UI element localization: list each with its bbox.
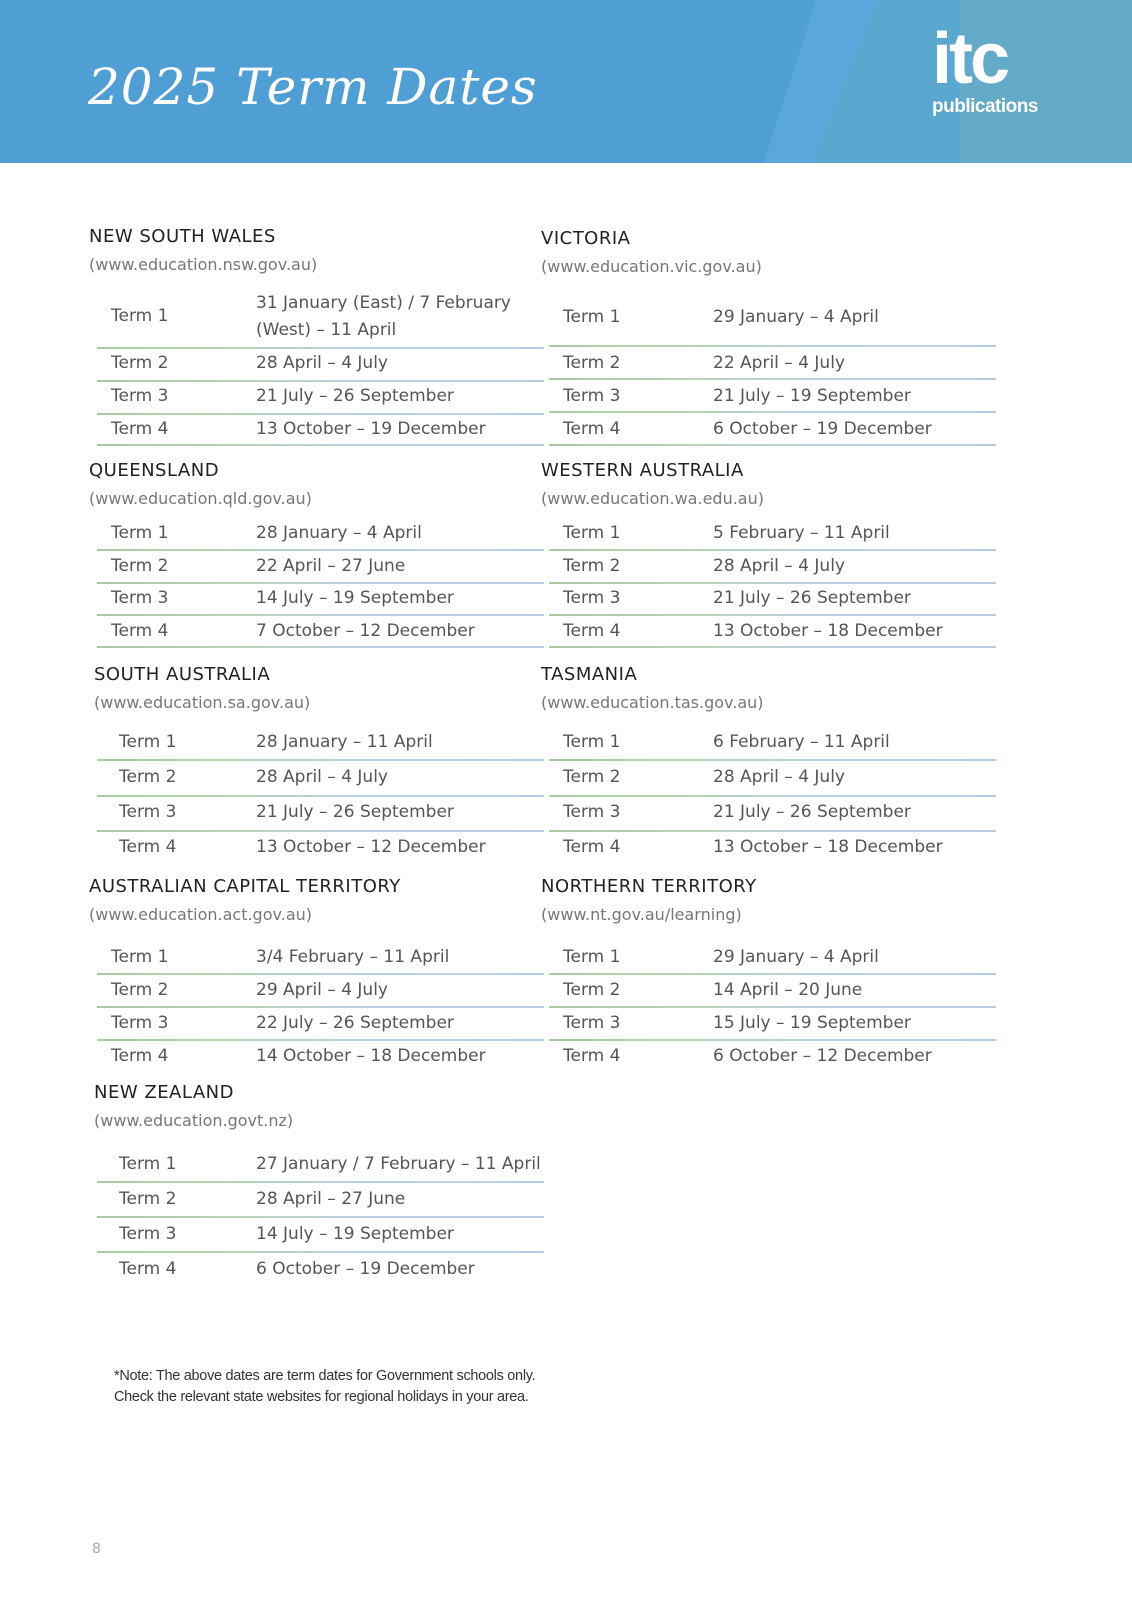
row-divider [97,1216,544,1218]
row-divider [97,759,544,761]
region-website: (www.education.vic.gov.au) [541,257,762,276]
term-dates-line: 29 January – 4 April [713,307,879,327]
row-divider [549,444,996,446]
term-dates [256,799,454,826]
term-label: Term 3 [119,1224,177,1244]
row-divider [97,973,544,975]
term-dates [256,1221,454,1248]
term-dates [256,729,433,756]
term-label: Term 1 [563,523,621,543]
page-title: 2025 Term Dates [88,58,538,116]
term-dates-line: 29 April – 4 July [256,980,388,1000]
term-label: Term 3 [563,1013,621,1033]
term-dates-line: 14 October – 18 December [256,1046,486,1066]
region-section [94,664,549,857]
row-divider [97,1251,544,1253]
term-dates [713,304,879,331]
region-section [541,664,996,857]
term-label: Term 4 [563,837,621,857]
term-dates [256,416,486,443]
row-divider [549,1006,996,1008]
term-dates-line: 6 October – 19 December [713,419,932,439]
term-label: Term 4 [563,419,621,439]
term-label: Term 3 [119,802,177,822]
term-label: Term 3 [111,1013,169,1033]
term-label: Term 1 [563,947,621,967]
term-dates [256,520,422,547]
term-label: Term 1 [111,523,169,543]
row-divider [97,646,544,648]
term-dates [713,944,879,971]
term-dates [713,350,845,377]
term-dates-line: 21 July – 26 September [256,386,454,406]
term-dates-line: 7 October – 12 December [256,621,475,641]
term-dates [256,585,454,612]
term-dates [256,1043,486,1070]
term-dates [713,383,911,410]
term-dates-line: 21 July – 19 September [713,386,911,406]
row-divider [97,1039,544,1041]
region-heading: NORTHERN TERRITORY [541,876,757,897]
row-divider [549,795,996,797]
row-divider [549,582,996,584]
term-dates [256,383,454,410]
term-dates [256,764,388,791]
term-dates-line: 22 July – 26 September [256,1013,454,1033]
term-dates-line: 28 April – 27 June [256,1189,406,1209]
term-dates [256,290,511,344]
term-dates-line: 28 April – 4 July [256,767,388,787]
term-label: Term 4 [563,621,621,641]
region-section [94,1082,549,1279]
term-label: Term 2 [563,980,621,1000]
term-dates-line: 6 October – 19 December [256,1259,475,1279]
term-dates-line: 28 January – 11 April [256,732,433,752]
term-label: Term 1 [119,732,177,752]
region-website: (www.education.qld.gov.au) [89,489,312,508]
term-dates-line: 21 July – 26 September [256,802,454,822]
region-heading: SOUTH AUSTRALIA [94,664,271,685]
region-heading: VICTORIA [541,228,631,249]
row-divider [549,1039,996,1041]
region-section [89,460,544,641]
term-dates [713,729,890,756]
term-dates-line: (West) – 11 April [256,320,397,340]
term-dates [713,416,932,443]
row-divider [549,614,996,616]
term-dates-line: 13 October – 12 December [256,837,486,857]
term-dates [256,553,405,580]
term-label: Term 2 [111,556,169,576]
term-dates [713,520,890,547]
term-dates-line: 28 April – 4 July [713,767,845,787]
region-section [89,226,544,439]
row-divider [97,795,544,797]
row-divider [97,444,544,446]
row-divider [97,1006,544,1008]
term-dates-line: 13 October – 19 December [256,419,486,439]
region-heading: QUEENSLAND [89,460,220,481]
region-section [541,228,996,439]
term-dates-line: 14 April – 20 June [713,980,863,1000]
term-dates [256,618,475,645]
footnote [114,1366,535,1408]
term-label: Term 4 [111,621,169,641]
term-label: Term 4 [119,837,177,857]
term-dates [713,977,862,1004]
row-divider [549,549,996,551]
region-heading: WESTERN AUSTRALIA [541,460,744,481]
term-dates [713,1043,932,1070]
term-dates-line: 6 October – 12 December [713,1046,932,1066]
row-divider [97,380,544,382]
term-label: Term 1 [563,307,621,327]
term-label: Term 1 [119,1154,177,1174]
term-label: Term 2 [119,767,177,787]
term-dates [256,834,486,861]
term-dates [256,977,388,1004]
term-dates [713,764,845,791]
region-section [89,876,544,1066]
term-dates [256,350,388,377]
row-divider [549,378,996,380]
term-dates-line: 28 January – 4 April [256,523,422,543]
region-heading: NEW SOUTH WALES [89,226,276,247]
term-dates-line: 14 July – 19 September [256,1224,454,1244]
term-dates-line: 22 April – 4 July [713,353,845,373]
logo-mark: itc [932,19,1008,99]
region-website: (www.nt.gov.au/learning) [541,905,742,924]
footnote-line: *Note: The above dates are term dates for Government schools only. [114,1368,536,1384]
term-label: Term 2 [111,353,169,373]
term-dates [713,799,911,826]
region-heading: NEW ZEALAND [94,1082,234,1103]
itc-publications-logo [932,20,1052,140]
term-dates-line: 22 April – 27 June [256,556,406,576]
term-dates [256,1151,541,1178]
term-label: Term 1 [111,947,169,967]
term-dates [713,553,845,580]
region-heading: TASMANIA [541,664,638,685]
row-divider [97,830,544,832]
term-dates-line: 13 October – 18 December [713,621,943,641]
term-dates [713,585,911,612]
term-dates-line: 27 January / 7 February – 11 April [256,1154,541,1174]
term-label: Term 4 [563,1046,621,1066]
term-dates-line: 6 February – 11 April [713,732,890,752]
row-divider [97,413,544,415]
footnote-line: Check the relevant state websites for regional holidays in your area. [114,1389,529,1405]
term-label: Term 3 [563,588,621,608]
term-label: Term 3 [111,386,169,406]
term-label: Term 1 [111,306,169,326]
term-dates-line: 21 July – 26 September [713,802,911,822]
term-label: Term 2 [119,1189,177,1209]
term-label: Term 2 [563,767,621,787]
row-divider [549,830,996,832]
term-dates [256,944,449,971]
row-divider [97,549,544,551]
term-dates-line: 21 July – 26 September [713,588,911,608]
term-label: Term 4 [111,419,169,439]
term-dates [713,834,943,861]
term-label: Term 2 [111,980,169,1000]
logo-subtitle: publications [932,96,1038,117]
term-label: Term 3 [111,588,169,608]
region-website: (www.education.wa.edu.au) [541,489,764,508]
term-dates-line: 5 February – 11 April [713,523,890,543]
term-dates-line: 15 July – 19 September [713,1013,911,1033]
term-label: Term 4 [119,1259,177,1279]
term-dates-line: 3/4 February – 11 April [256,947,450,967]
term-label: Term 1 [563,732,621,752]
term-label: Term 4 [111,1046,169,1066]
term-label: Term 2 [563,556,621,576]
row-divider [97,582,544,584]
term-dates [256,1186,405,1213]
region-website: (www.education.sa.gov.au) [94,693,311,712]
term-dates [256,1256,475,1283]
page-number: 8 [92,1541,101,1557]
term-label: Term 3 [563,802,621,822]
term-dates-line: 13 October – 18 December [713,837,943,857]
row-divider [549,345,996,347]
row-divider [97,614,544,616]
region-heading: AUSTRALIAN CAPITAL TERRITORY [89,876,401,897]
term-dates-line: 31 January (East) / 7 February [256,293,511,313]
term-dates-line: 29 January – 4 April [713,947,879,967]
term-label: Term 3 [563,386,621,406]
row-divider [97,347,544,349]
term-dates [713,1010,911,1037]
term-dates [256,1010,454,1037]
term-label: Term 2 [563,353,621,373]
region-section [541,460,996,641]
region-website: (www.education.govt.nz) [94,1111,294,1130]
term-dates-line: 28 April – 4 July [713,556,845,576]
term-dates-line: 14 July – 19 September [256,588,454,608]
page-header [0,0,1132,163]
region-website: (www.education.act.gov.au) [89,905,312,924]
region-website: (www.education.tas.gov.au) [541,693,764,712]
row-divider [549,646,996,648]
row-divider [549,973,996,975]
region-section [541,876,996,1066]
row-divider [549,759,996,761]
row-divider [97,1181,544,1183]
term-dates [713,618,943,645]
row-divider [549,411,996,413]
region-website: (www.education.nsw.gov.au) [89,255,318,274]
term-dates-line: 28 April – 4 July [256,353,388,373]
